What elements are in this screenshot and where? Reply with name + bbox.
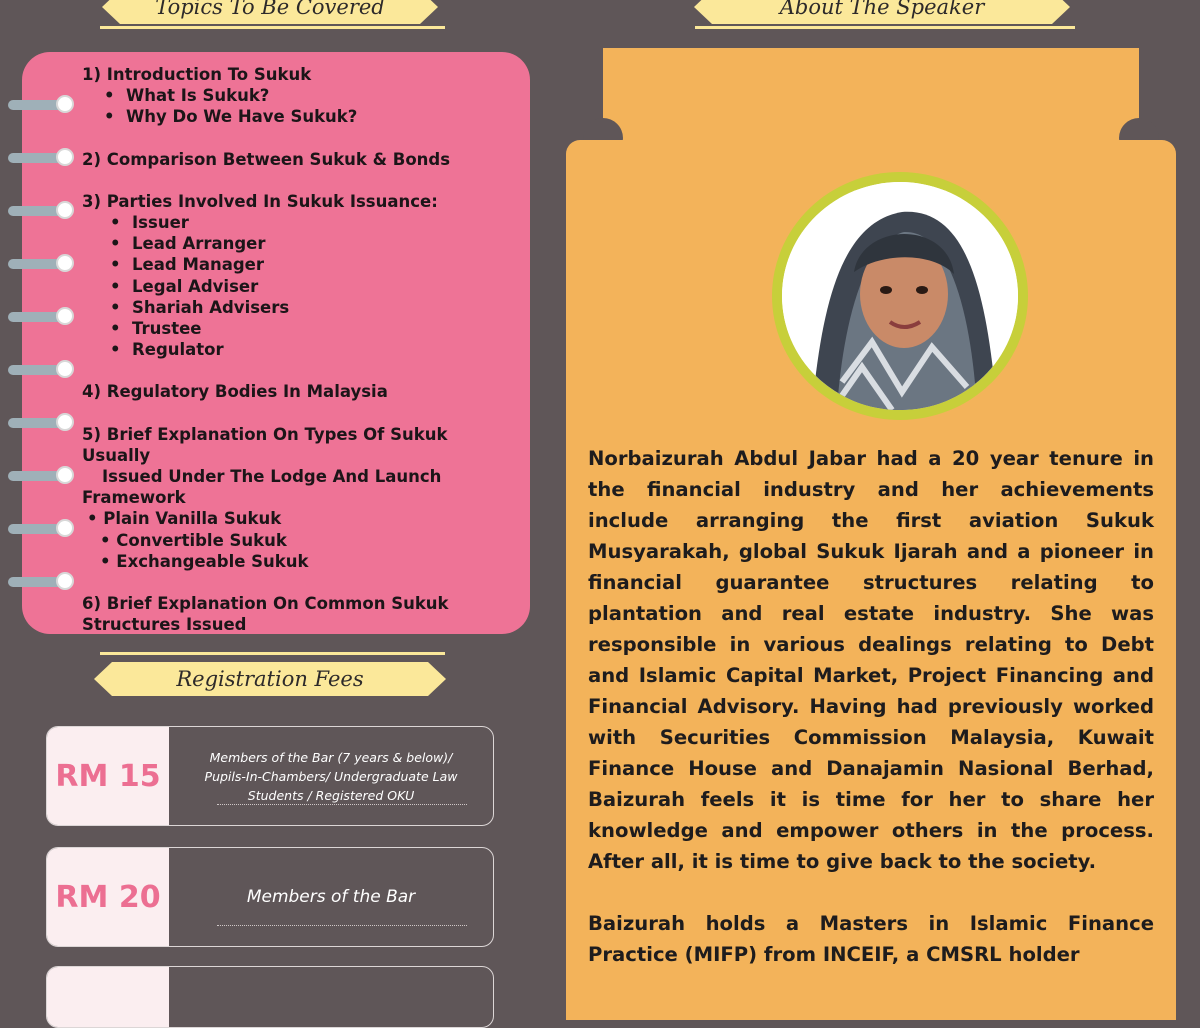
fee-description: Members of the Bar — [246, 886, 416, 907]
topic-bullet: • What Is Sukuk? — [104, 86, 270, 106]
notebook-ring — [8, 575, 74, 589]
fee-divider — [217, 925, 467, 926]
topic-heading: 4) Regulatory Bodies In Malaysia — [82, 382, 388, 402]
topic-heading: 2) Comparison Between Sukuk & Bonds — [82, 149, 451, 169]
topics-banner-line — [100, 26, 445, 29]
fee-description: Members of the Bar (7 years & below)/ Pupils-In-Chambers/ Undergraduate Law Students / Registered OKU — [204, 749, 458, 803]
speaker-bio — [588, 443, 1154, 1001]
speaker-photo — [772, 172, 1028, 420]
topic-bullet: • Shariah Advisers — [110, 297, 290, 317]
topic-heading: Framework — [82, 488, 186, 508]
notebook-ring — [8, 151, 74, 165]
notebook-ring — [8, 98, 74, 112]
fee-card — [46, 726, 494, 826]
topics-list — [82, 64, 502, 635]
notebook-ring — [8, 363, 74, 377]
bio-paragraph-1: Norbaizurah Abdul Jabar had a 20 year tenure in the financial industry and her achievements include arranging the first aviation Sukuk Musyarakah, global Sukuk Ijarah and a pioneer in financial guarantee structures relating to plantation and real estate industry. She was responsible in various dealings relating to Debt and Islamic Capital Market, Project Financing and Financial Advisory. Having had previously worked with Securities Commission Malaysia, Kuwait Finance House and Danajamin Nasional Berhad, Baizurah feels it is time for her to share her knowledge and empower others in the process. After all, it is time to give back to the society. — [588, 447, 1154, 873]
topic-heading: Issued Under The Lodge And Launch — [102, 467, 442, 487]
fee-card — [46, 966, 494, 1028]
fees-banner-line — [100, 652, 445, 655]
topic-bullet: • Issuer — [110, 213, 189, 233]
notebook-ring — [8, 257, 74, 271]
notebook-ring — [8, 522, 74, 536]
topic-bullet: • Lead Arranger — [110, 234, 266, 254]
bio-paragraph-2: Baizurah holds a Masters in Islamic Finance Practice (MIFP) from INCEIF, a CMSRL holder — [588, 912, 1154, 966]
fee-price — [47, 967, 169, 1027]
speaker-portrait — [782, 182, 1018, 410]
fees-banner — [112, 662, 428, 696]
topic-bullet: • Exchangeable Sukuk — [100, 551, 309, 571]
notebook-ring — [8, 204, 74, 218]
topic-bullet: • Trustee — [110, 319, 202, 339]
topics-banner — [120, 0, 420, 24]
topic-bullet: • Regulator — [110, 340, 224, 360]
notebook-ring — [8, 310, 74, 324]
fee-price: RM 20 — [47, 848, 169, 946]
speaker-banner-line — [695, 26, 1075, 29]
topics-banner-title: Topics To Be Covered — [155, 0, 385, 19]
topic-heading: 6) Brief Explanation On Common Sukuk — [82, 594, 449, 614]
fee-divider — [217, 804, 467, 805]
fee-card — [46, 847, 494, 947]
fees-banner-title: Registration Fees — [176, 667, 364, 691]
topic-bullet: • Plain Vanilla Sukuk — [87, 509, 282, 529]
notebook-ring — [8, 416, 74, 430]
topic-bullet: • Legal Adviser — [110, 276, 259, 296]
notebook-ring — [8, 469, 74, 483]
topic-heading: 1) Introduction To Sukuk — [82, 65, 312, 84]
topic-heading: 5) Brief Explanation On Types Of Sukuk Usually — [82, 424, 448, 465]
topic-bullet: • Convertible Sukuk — [100, 530, 287, 550]
topic-heading: Structures Issued — [82, 615, 247, 635]
topic-bullet: • Lead Manager — [110, 255, 265, 275]
topic-bullet: • Why Do We Have Sukuk? — [104, 107, 358, 127]
speaker-banner-title: About The Speaker — [779, 0, 985, 19]
speaker-banner — [712, 0, 1052, 24]
topic-heading: 3) Parties Involved In Sukuk Issuance: — [82, 191, 438, 211]
fee-price: RM 15 — [47, 727, 169, 825]
